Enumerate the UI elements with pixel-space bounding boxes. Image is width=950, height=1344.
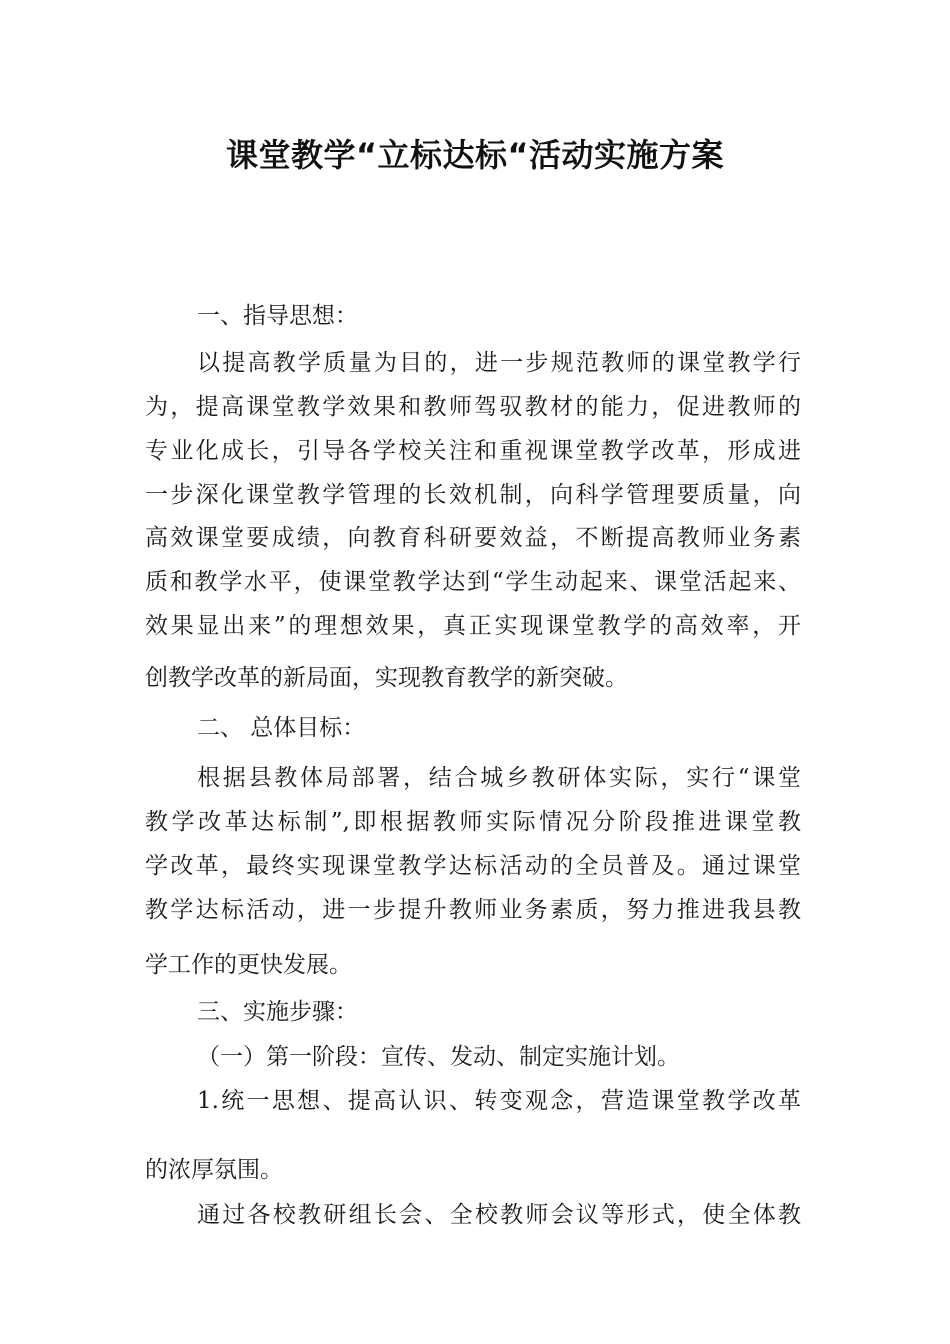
- subsection-heading-phase-one: （一）第一阶段：宣传、发动、制定实施计划。: [197, 1044, 680, 1070]
- paragraph-line: 一步深化课堂教学管理的长效机制，向科学管理要质量，向: [145, 482, 801, 508]
- paragraph-line: 高效课堂要成绩，向教育科研要效益，不断提高教师业务素: [145, 525, 801, 551]
- paragraph-line: 根据县教体局部署，结合城乡教研体实际，实行“课堂: [197, 765, 801, 791]
- paragraph-line: 创教学改革的新局面，实现教育教学的新突破。: [145, 665, 628, 691]
- paragraph-line: 教学达标活动，进一步提升教师业务素质，努力推进我县教: [145, 897, 801, 923]
- section-heading-implementation-steps: 三、实施步骤：: [197, 999, 358, 1025]
- numbered-item-line: 1.统一思想、提高认识、转变观念，营造课堂教学改革: [197, 1088, 801, 1114]
- numbered-item-line: 的浓厚氛围。: [145, 1157, 283, 1183]
- paragraph-line: 专业化成长，引导各学校关注和重视课堂教学改革，形成进: [145, 438, 801, 464]
- paragraph-line: 通过各校教研组长会、全校教师会议等形式，使全体教: [197, 1202, 801, 1228]
- paragraph-line: 学工作的更快发展。: [145, 952, 352, 978]
- paragraph-line: 教学改革达标制”,即根据教师实际情况分阶段推进课堂教: [145, 809, 801, 835]
- paragraph-line: 以提高教学质量为目的，进一步规范教师的课堂教学行: [197, 350, 801, 376]
- document-title: 课堂教学“立标达标“活动实施方案: [225, 136, 725, 174]
- section-heading-guiding-ideology: 一、指导思想：: [197, 303, 358, 329]
- paragraph-line: 为，提高课堂教学效果和教师驾驭教材的能力，促进教师的: [145, 394, 801, 420]
- paragraph-line: 质和教学水平，使课堂教学达到“学生动起来、课堂活起来、: [145, 569, 801, 595]
- section-heading-overall-goal: 二、 总体目标：: [197, 715, 366, 741]
- paragraph-line: 效果显出来”的理想效果，真正实现课堂教学的高效率，开: [145, 613, 801, 639]
- paragraph-line: 学改革，最终实现课堂教学达标活动的全员普及。通过课堂: [145, 853, 801, 879]
